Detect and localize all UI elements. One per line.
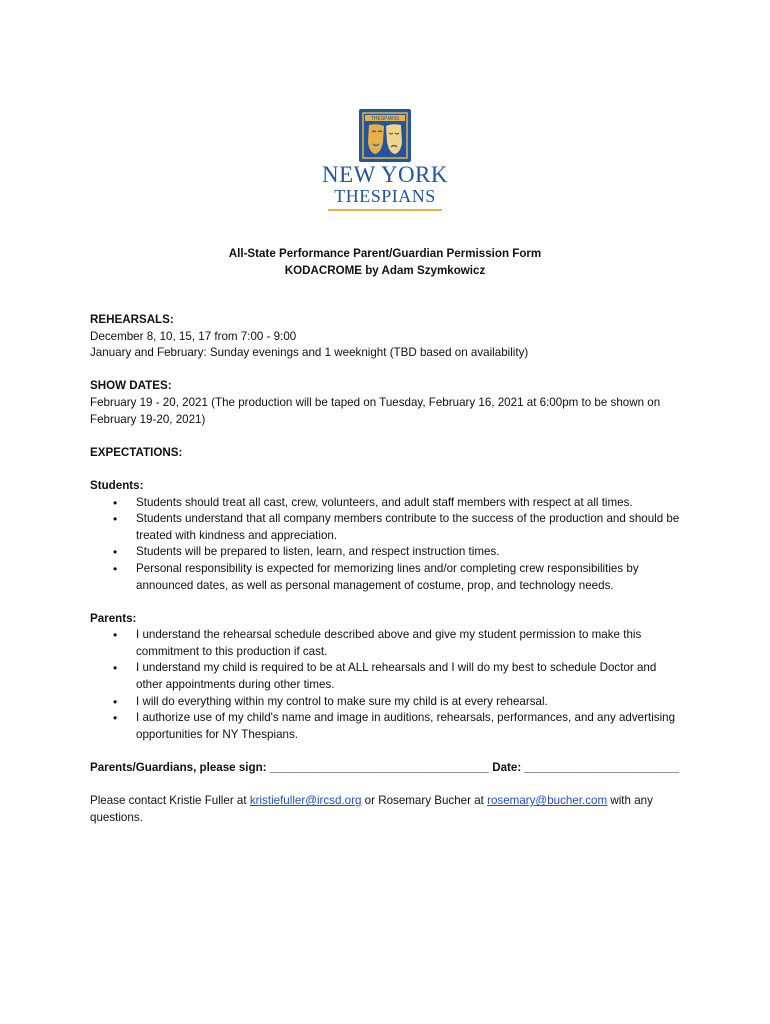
list-item: • I will do everything within my control to make sure my child is at every rehearsal. xyxy=(90,694,680,711)
list-item: • I authorize use of my child's name and image in auditions, rehearsals, performances, and any advertising opportunities for NY Thespians. xyxy=(90,710,680,743)
list-item: • I understand my child is required to be at ALL rehearsals and I will do my best to schedule Doctor and other appointments during other times. xyxy=(90,660,680,693)
rehearsals-line2: January and February: Sunday evenings and 1 weeknight (TBD based on availability) xyxy=(90,346,529,360)
list-item: • Students understand that all company members contribute to the success of the production and should be treated with kindness and appreciation. xyxy=(90,511,680,544)
kristie-email-link[interactable]: kristiefuller@ircsd.org xyxy=(249,794,362,808)
rosemary-email-link[interactable]: rosemary@bucher.com xyxy=(487,794,608,808)
new-york-thespians-logo xyxy=(320,108,450,212)
signature-field[interactable]: __________________________________ xyxy=(269,761,489,775)
form-body xyxy=(90,312,680,826)
students-list xyxy=(90,495,680,595)
contact-prefix: Please contact Kristie Fuller at xyxy=(90,794,250,808)
signature-label: Parents/Guardians, please sign: xyxy=(90,761,270,775)
contact-text xyxy=(90,793,680,826)
signature-line xyxy=(90,760,680,777)
form-title-line1: All-State Performance Parent/Guardian Permission Form xyxy=(228,247,542,260)
rehearsals-line1: December 8, 10, 15, 17 from 7:00 - 9:00 xyxy=(90,329,297,343)
parents-list xyxy=(90,627,680,743)
show-dates-heading: SHOW DATES: xyxy=(90,379,172,393)
logo-line-thespians: THESPIANS xyxy=(334,186,436,206)
form-title-line2: KODACROME by Adam Szymkowicz xyxy=(284,263,486,277)
parents-heading: Parents: xyxy=(90,611,137,625)
list-item: • Students will be prepared to listen, learn, and respect instruction times. xyxy=(90,544,680,561)
students-heading: Students: xyxy=(90,478,144,492)
badge-text: THESPIANS xyxy=(370,116,400,122)
logo-underline xyxy=(328,209,442,211)
thespians-masks-emblem-icon xyxy=(320,108,450,164)
list-item: • I understand the rehearsal schedule described above and give my student permission to make this commitment to this production if cast. xyxy=(90,627,680,660)
list-item: • Personal responsibility is expected for memorizing lines and/or completing crew responsibilities by announced dates, as well as personal management of costume, prop, and technology needs. xyxy=(90,561,680,594)
list-item: • Students should treat all cast, crew, volunteers, and adult staff members with respect at all times. xyxy=(90,495,680,512)
show-dates-text: February 19 - 20, 2021 (The production will be taped on Tuesday, February 16, 2021 at 6:00pm to be shown on February 19-20, 2021) xyxy=(90,395,661,426)
contact-suffix: with any questions. xyxy=(90,794,653,824)
date-label: Date: xyxy=(489,761,525,775)
expectations-heading: EXPECTATIONS: xyxy=(90,445,183,459)
date-field[interactable]: ________________________ xyxy=(524,761,680,775)
form-title xyxy=(90,246,680,279)
contact-middle: or Rosemary Bucher at xyxy=(361,794,488,808)
logo-line-new-york: NEW YORK xyxy=(321,162,449,187)
rehearsals-heading: REHEARSALS: xyxy=(90,313,174,326)
